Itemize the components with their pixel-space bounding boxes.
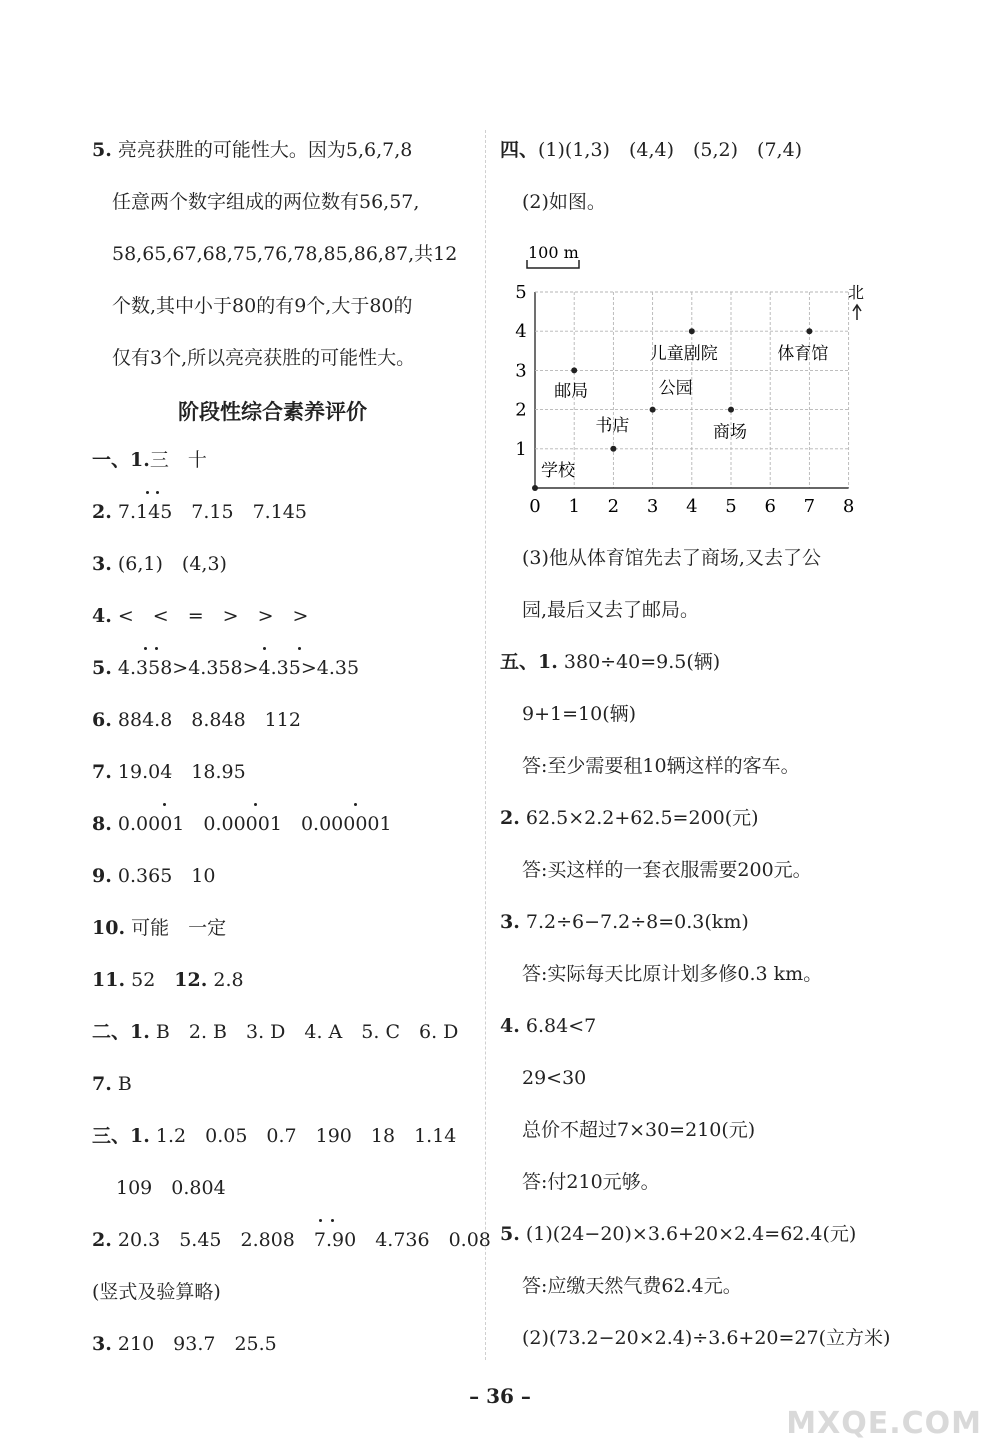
- item-2-1: 二、1. B 2. B 3. D 4. A 5. C 6. D: [92, 1021, 459, 1043]
- column-divider: [485, 130, 486, 1360]
- x-tick-label: 6: [764, 496, 776, 517]
- place-point: [532, 485, 538, 491]
- item-2-7: 7. B: [92, 1073, 132, 1095]
- item-5-2: 2. 62.5×2.2+62.5=200(元): [500, 807, 759, 829]
- item-5-5-part2: (2)(73.2−20×2.4)÷3.6+20=27(立方米): [522, 1327, 891, 1349]
- place-label: 体育馆: [777, 344, 829, 365]
- item-1-8: 8. 0.0001 0.00001 0.000001: [92, 813, 392, 835]
- item-1-1: 一、1.三 十: [92, 449, 207, 471]
- item-1-4: 4. < < = > > >: [92, 605, 309, 627]
- place-label: 学校: [541, 461, 575, 481]
- item-1-9: 9. 0.365 10: [92, 865, 216, 887]
- x-tick-label: 0: [529, 496, 541, 517]
- item-5-4-step3: 总价不超过7×30=210(元): [522, 1119, 756, 1141]
- answer-5-line-4: 个数,其中小于80的有9个,大于80的: [112, 295, 413, 317]
- x-tick-label: 8: [842, 496, 855, 517]
- place-point: [650, 407, 656, 413]
- place-point: [806, 328, 812, 334]
- item-5-2-answer: 答:买这样的一套衣服需要200元。: [522, 859, 812, 881]
- y-tick-label: 2: [515, 399, 527, 421]
- repeat-dot: [144, 647, 147, 650]
- page-number: – 36 –: [469, 1384, 531, 1408]
- y-tick-label: 4: [515, 321, 527, 343]
- watermark: MXQE.COM: [786, 1406, 982, 1441]
- answer-5-line-2: 任意两个数字组成的两位数有56,57,: [112, 191, 420, 213]
- item-3-2: 2. 20.3 5.45 2.808 7.90 4.736 0.08: [92, 1229, 491, 1251]
- item-1-7: 7. 19.04 18.95: [92, 761, 246, 783]
- item-5-4-step2: 29<30: [522, 1067, 587, 1089]
- repeat-dot: [319, 1219, 322, 1222]
- item-4-3-line-2: 园,最后又去了邮局。: [522, 599, 700, 621]
- place-label: 公园: [658, 378, 693, 399]
- item-5-4: 4. 6.84<7: [500, 1015, 597, 1037]
- place-label: 书店: [595, 415, 630, 436]
- scale-label: 100 m: [528, 243, 579, 262]
- place-label: 商场: [713, 422, 747, 443]
- item-3-1: 三、1. 1.2 0.05 0.7 190 18 1.14: [92, 1125, 457, 1147]
- place-point: [728, 407, 734, 413]
- item-5-4-answer: 答:付210元够。: [522, 1171, 660, 1193]
- y-tick-label: 5: [515, 282, 527, 303]
- item-5-1: 五、1. 380÷40=9.5(辆): [500, 651, 721, 673]
- place-label: 儿童剧院: [649, 344, 718, 365]
- item-5-5-answer: 答:应缴天然气费62.4元。: [522, 1275, 742, 1297]
- item-5-1-step2: 9+1=10(辆): [522, 703, 637, 725]
- item-1-3: 3. (6,1) (4,3): [92, 553, 227, 575]
- x-tick-label: 1: [568, 496, 580, 517]
- north-label: 北: [848, 283, 865, 302]
- item-1-10: 10. 可能 一定: [92, 917, 227, 939]
- item-5-3: 3. 7.2÷6−7.2÷8=0.3(km): [500, 911, 749, 933]
- place-point: [571, 367, 577, 373]
- repeat-dot: [163, 803, 166, 806]
- section-title: 阶段性综合素养评价: [178, 399, 367, 424]
- answer-5-line-1: 5. 亮亮获胜的可能性大。因为5,6,7,8: [92, 139, 413, 161]
- x-tick-label: 2: [607, 496, 620, 517]
- repeat-dot: [331, 1219, 334, 1222]
- item-5-5: 5. (1)(24−20)×3.6+20×2.4=62.4(元): [500, 1223, 857, 1245]
- item-4-2: (2)如图。: [522, 191, 606, 213]
- x-tick-label: 4: [686, 496, 698, 517]
- repeat-dot: [146, 491, 149, 494]
- place-point: [689, 328, 695, 334]
- x-tick-label: 5: [725, 496, 737, 517]
- item-4-1: 四、(1)(1,3) (4,4) (5,2) (7,4): [500, 139, 803, 161]
- y-tick-label: 3: [515, 360, 527, 382]
- x-tick-label: 3: [646, 496, 659, 517]
- y-tick-label: 1: [515, 438, 527, 460]
- repeat-dot: [298, 647, 301, 650]
- repeat-dot: [156, 491, 159, 494]
- item-1-5: 5. 4.358>4.358>4.35>4.35: [92, 657, 360, 679]
- item-3-2-note: (竖式及验算略): [92, 1281, 221, 1303]
- coordinate-map: [500, 236, 890, 526]
- place-point: [610, 446, 616, 452]
- repeat-dot: [254, 803, 257, 806]
- item-1-2: 2. 7.145 7.15 7.145: [92, 501, 307, 523]
- repeat-dot: [263, 647, 266, 650]
- north-arrow-icon: [853, 305, 861, 320]
- item-5-1-answer: 答:至少需要租10辆这样的客车。: [522, 755, 800, 777]
- item-5-3-answer: 答:实际每天比原计划多修0.3 km。: [522, 963, 823, 985]
- map-marks: [515, 282, 854, 517]
- answer-5-line-5: 仅有3个,所以亮亮获胜的可能性大。: [112, 347, 416, 369]
- x-tick-label: 7: [803, 496, 816, 517]
- place-label: 邮局: [554, 381, 589, 402]
- item-3-3: 3. 210 93.7 25.5: [92, 1333, 277, 1355]
- repeat-dot: [354, 803, 357, 806]
- answer-5-line-3: 58,65,67,68,75,76,78,85,86,87,共12: [112, 243, 458, 265]
- item-1-11-12: 11. 52 12. 2.8: [92, 969, 244, 991]
- item-3-1-cont: 109 0.804: [116, 1177, 226, 1199]
- item-1-6: 6. 884.8 8.848 112: [92, 709, 301, 731]
- repeat-dot: [155, 647, 158, 650]
- item-4-3-line-1: (3)他从体育馆先去了商场,又去了公: [522, 547, 821, 569]
